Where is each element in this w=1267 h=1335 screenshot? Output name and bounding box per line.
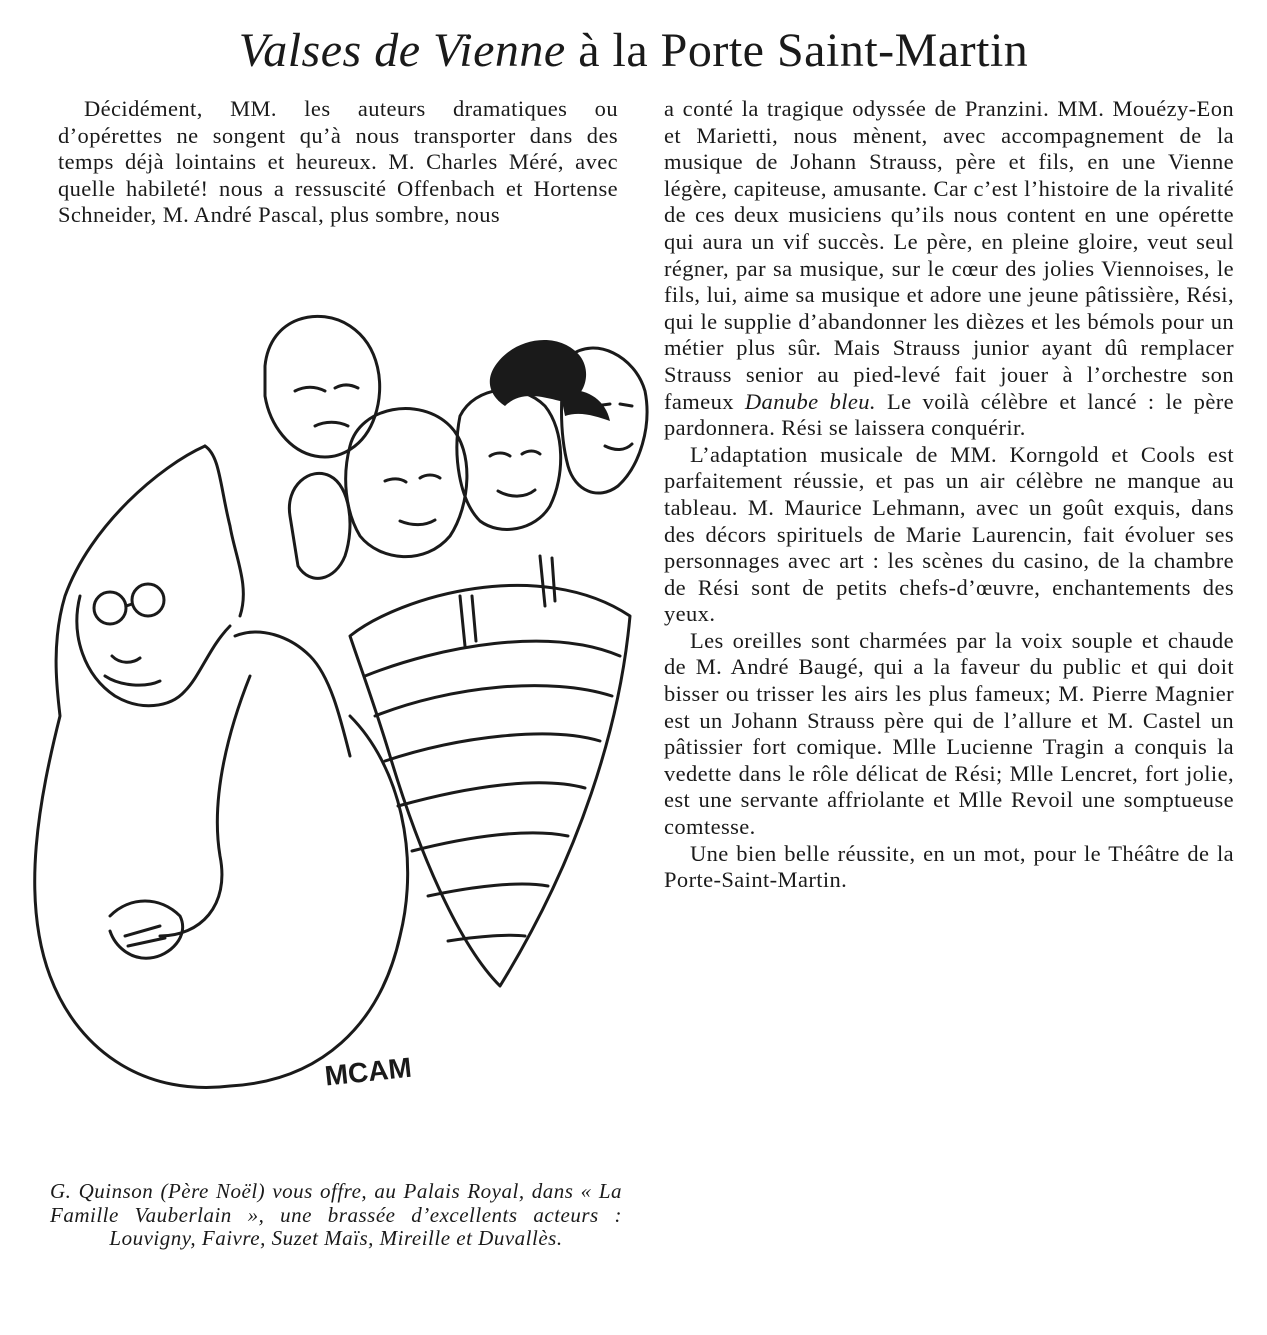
illustration-caption: G. Quinson (Père Noël) vous offre, au Palais Royal, dans « La Famille Vauberlain », une brassée d’excellents acteurs : Louvigny, Faivre, Suzet Maïs, Mireille et Duvallès. — [50, 1179, 622, 1250]
intro-paragraph: Décidément, MM. les auteurs dramatiques ou d’opérettes ne songent qu’à nous transporter dans des temps déjà lointains et heureux. M. Charles Méré, avec quelle habileté! nous a ressuscité Offenbach et Hortense Schneider, M. André Pascal, plus sombre, nous — [58, 96, 618, 228]
danube-bleu-title: Danube bleu. — [744, 388, 876, 414]
right-column — [664, 96, 1234, 894]
head-woman — [457, 390, 561, 529]
hood-outline — [35, 446, 408, 1088]
illustration-signature: MCAM — [323, 1051, 414, 1092]
article-title-rest: à la Porte Saint-Martin — [565, 24, 1029, 77]
article-title — [0, 22, 1267, 80]
hood-tip — [205, 446, 243, 616]
glasses-right — [132, 584, 164, 616]
right-paragraph-1-text-a: a conté la tragique odyssée de Pranzini. MM. Mouézy-Eon et Marietti, nous mènent, avec accompagnement de la musique de Johann Strauss, père et fils, en une Vienne légère, capiteuse, amusante. Car c’est l’histoire de la rivalité de ces deux musiciens qu’ils nous content en une opérette qui aura un vif succès. Le père, en pleine gloire, veut seul régner, par sa musique, sur le cœur des jolies Viennoises, le fils, lui, aime sa musique et adore une jeune pâtissière, Rési, qui le supplie d’abandonner les dièzes et les bémols pour un métier plus sûr. Mais Strauss junior ayant dû remplacer Strauss senior au pied-levé fait jouer à l’orchestre son fameux — [664, 96, 1234, 414]
glasses-left — [94, 592, 126, 624]
right-paragraph-1 — [664, 96, 1234, 442]
head-left — [289, 473, 350, 578]
article-title-italic: Valses de Vienne — [238, 24, 566, 77]
hair-dark-2 — [560, 390, 610, 421]
left-column-intro — [58, 96, 618, 229]
right-paragraph-4: Une bien belle réussite, en un mot, pour le Théâtre de la Porte-Saint-Martin. — [664, 840, 1234, 893]
right-paragraph-2: L’adaptation musicale de MM. Korngold et Cools est parfaitement réussie, et pas un air célèbre ne manque au tableau. M. Maurice Lehmann, avec un goût exquis, dans des décors spirituels de Marie Laurencin, fait évoluer ses personnages avec art : les scènes du casino, de la chambre de Rési sont de petits chefs-d’œuvre, enchantements des yeux. — [664, 441, 1234, 627]
face-outline — [77, 596, 230, 706]
head-top — [265, 316, 380, 457]
right-paragraph-3: Les oreilles sont charmées par la voix souple et chaude de M. André Baugé, qui a la faveur du public et qui doit bisser ou trisser les airs les plus fameux; M. Pierre Magnier est un Johann Strauss père qui de l’allure et M. Castel un pâtissier fort comique. Mlle Lucienne Tragin a conquis la vedette dans le rôle délicat de Rési; Mlle Lencret, fort jolie, est une servante affriolante et Mlle Revoil une somptueuse comtesse. — [664, 627, 1234, 840]
arm — [160, 676, 250, 936]
basket-strap — [235, 632, 350, 756]
right-paragraph-1-text-b: Le voilà célèbre et lancé : le père pardonnera. Rési se laissera conquérir. — [664, 388, 1234, 441]
caricature-illustration — [20, 296, 650, 1176]
